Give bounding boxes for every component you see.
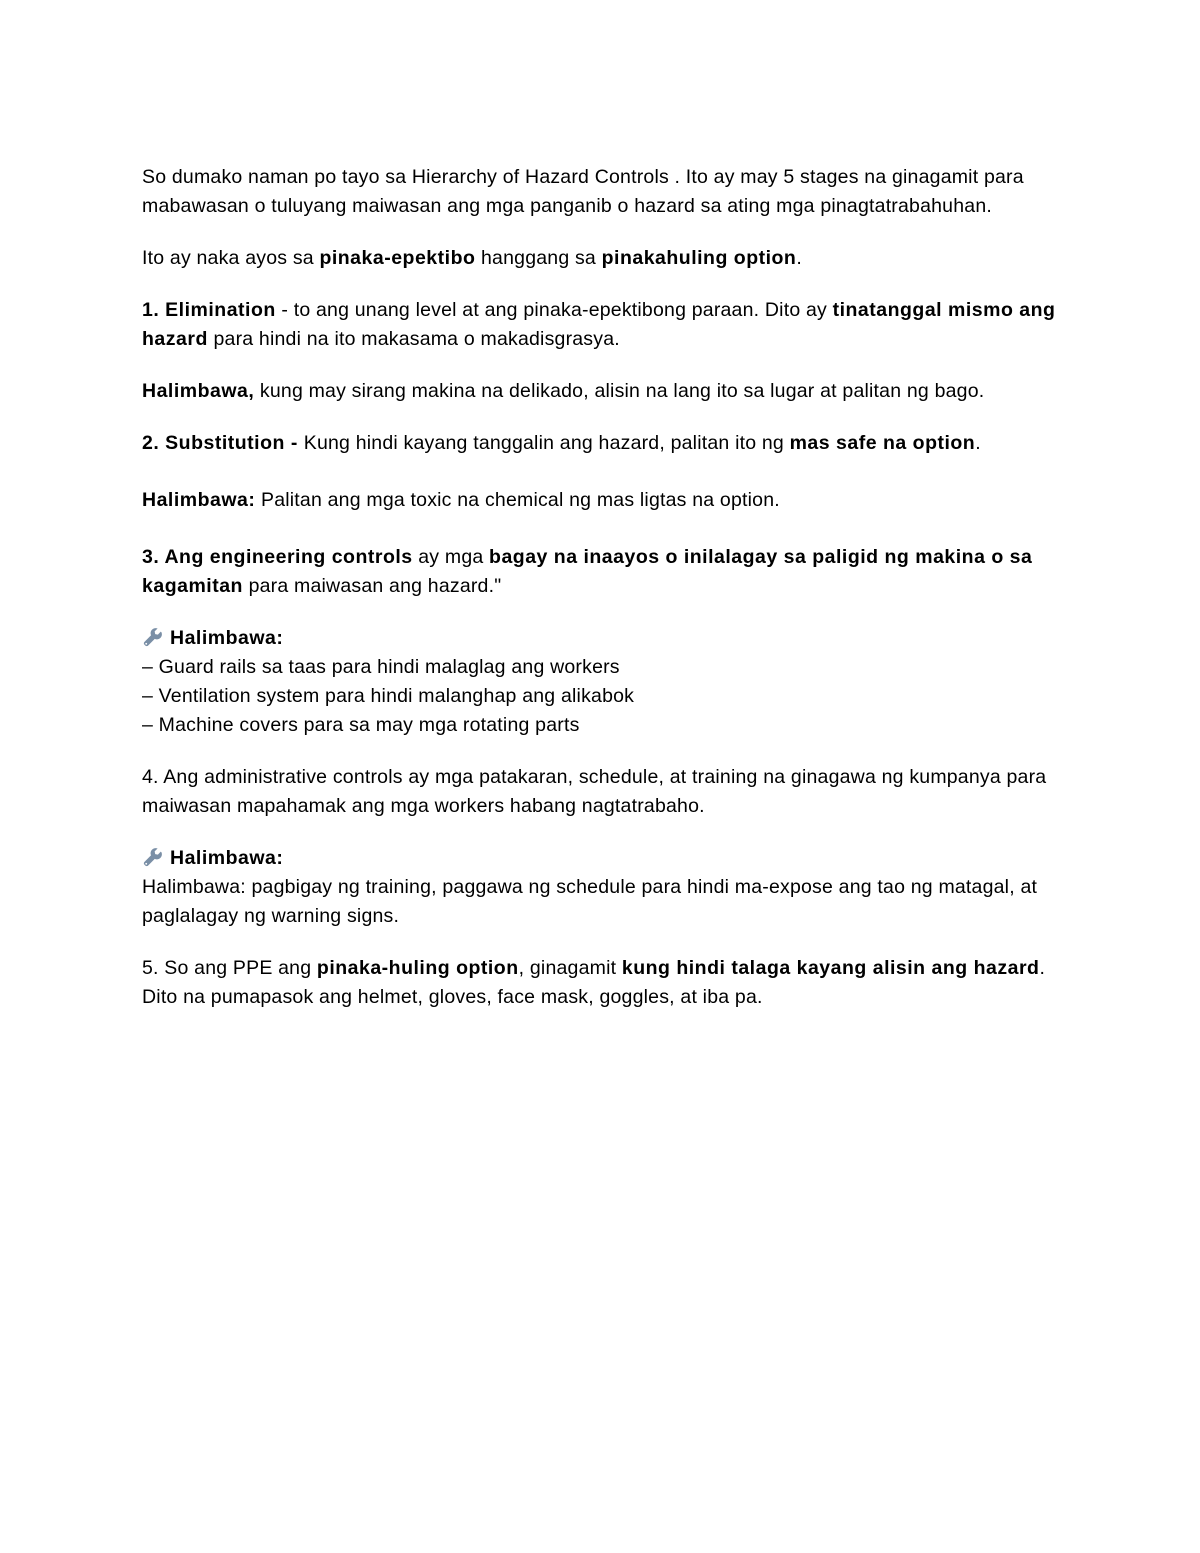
order-bold-last-option: pinakahuling option (601, 247, 797, 269)
substitution-text-1: Kung hindi kayang tanggalin ang hazard, palitan ito ng (303, 432, 790, 454)
wrench-icon (142, 846, 164, 868)
elimination-heading: 1. Elimination (142, 299, 276, 321)
engineering-heading: 3. Ang engineering controls (142, 546, 413, 568)
substitution-heading: 2. Substitution - (142, 432, 304, 454)
substitution-paragraph (142, 429, 1067, 458)
list-item: – Machine covers para sa may mga rotating parts (142, 714, 580, 736)
elimination-example-text: kung may sirang makina na delikado, alisin na lang ito sa lugar at palitan ng bago. (254, 380, 985, 402)
substitution-example-label: Halimbawa: (142, 489, 256, 511)
document-body (142, 163, 1067, 1035)
wrench-icon (142, 626, 164, 648)
engineering-text-1: ay mga (412, 546, 490, 568)
elimination-paragraph (142, 296, 1067, 354)
substitution-example-paragraph (142, 486, 1067, 515)
ppe-paragraph (142, 954, 1067, 1012)
intro-paragraph: So dumako naman po tayo sa Hierarchy of Hazard Controls . Ito ay may 5 stages na ginagamit para mabawasan o tuluyang maiwasan ang mga panganib o hazard sa ating mga pinagtatrabahuhan. (142, 166, 1024, 217)
engineering-example-heading (142, 624, 1067, 653)
substitution-text-2: . (975, 432, 981, 454)
administrative-example-block (142, 844, 1067, 931)
ppe-text-2: , ginagamit (518, 957, 622, 979)
order-suffix: . (796, 247, 802, 269)
order-middle: hanggang sa (475, 247, 602, 269)
elimination-text-1: - to ang unang level at ang pinaka-epektibong paraan. Dito ay (275, 299, 833, 321)
elimination-text-2: para hindi na ito makasama o makadisgrasya. (207, 328, 620, 350)
engineering-example-label: Halimbawa: (170, 627, 284, 649)
engineering-bold: bagay na inaayos o inilalagay sa paligid ng makina o sa kagamitan (142, 546, 1033, 597)
engineering-example-block (142, 624, 1067, 740)
elimination-example-label: Halimbawa, (142, 380, 255, 402)
ppe-bold-condition: kung hindi talaga kayang alisin ang hazard (621, 957, 1040, 979)
substitution-bold: mas safe na option (789, 432, 976, 454)
administrative-example-text: Halimbawa: pagbigay ng training, paggawa ng schedule para hindi ma-expose ang tao ng matagal, at paglalagay ng warning signs. (142, 876, 1038, 927)
order-paragraph (142, 244, 1067, 273)
administrative-paragraph: 4. Ang administrative controls ay mga patakaran, schedule, at training na ginagawa ng kumpanya para maiwasan mapahamak ang mga workers habang nagtatrabaho. (142, 766, 1047, 817)
ppe-bold-last-option: pinaka-huling option (316, 957, 519, 979)
order-bold-most-effective: pinaka-epektibo (319, 247, 476, 269)
ppe-text-3: . Dito na pumapasok ang helmet, gloves, face mask, goggles, at iba pa. (142, 957, 1046, 1008)
administrative-example-heading (142, 844, 1067, 873)
elimination-bold: tinatanggal mismo ang hazard (142, 299, 1056, 350)
list-item: – Guard rails sa taas para hindi malaglag ang workers (142, 656, 620, 678)
elimination-example-paragraph (142, 377, 1067, 406)
engineering-text-2: para maiwasan ang hazard." (242, 575, 502, 597)
engineering-paragraph (142, 543, 1067, 601)
ppe-text-1: 5. So ang PPE ang (142, 957, 317, 979)
substitution-example-text: Palitan ang mga toxic na chemical ng mas ligtas na option. (255, 489, 780, 511)
administrative-example-label: Halimbawa: (170, 847, 284, 869)
order-prefix: Ito ay naka ayos sa (142, 247, 320, 269)
list-item: – Ventilation system para hindi malanghap ang alikabok (142, 685, 635, 707)
